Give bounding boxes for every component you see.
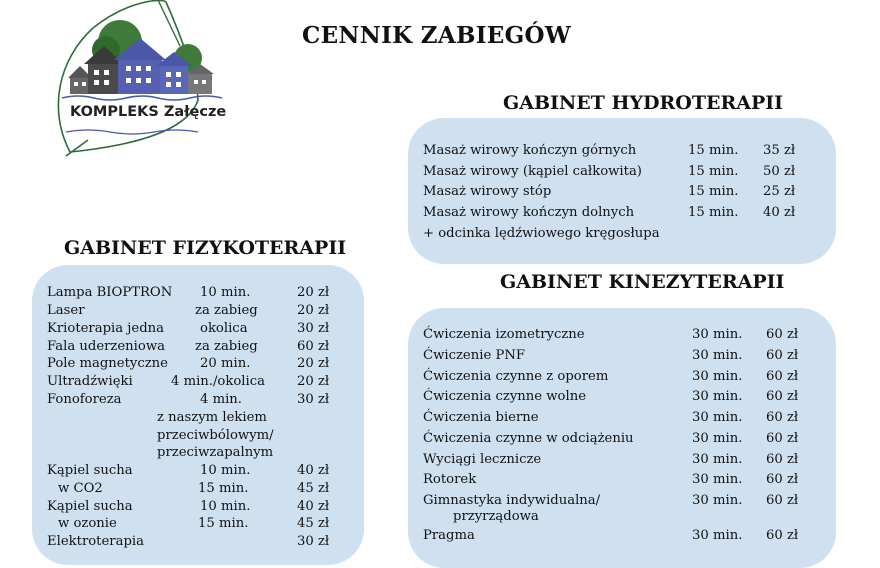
row-name: + odcinka lędźwiowego kręgosłupa: [423, 226, 660, 241]
logo-graphic: [48, 0, 248, 160]
row-price: 60 zł: [766, 528, 799, 543]
row-time: 4 min./okolica: [171, 374, 265, 389]
row-name: Kąpiel sucha: [47, 463, 133, 478]
row-time: 15 min.: [198, 481, 249, 496]
row-price: 60 zł: [766, 431, 799, 446]
row-price: 45 zł: [297, 481, 330, 496]
row-time: 30 min.: [692, 472, 743, 487]
row-time: 30 min.: [692, 348, 743, 363]
row-price: 20 zł: [297, 303, 330, 318]
row-price: 60 zł: [766, 452, 799, 467]
row-name: Ćwiczenia czynne z oporem: [423, 369, 609, 384]
row-price: 40 zł: [297, 463, 330, 478]
row-time: okolica: [200, 321, 248, 336]
logo-text: KOMPLEKS Załęcze: [70, 104, 227, 120]
row-time: 15 min.: [198, 516, 249, 531]
row-price: 60 zł: [766, 472, 799, 487]
row-price: 60 zł: [766, 410, 799, 425]
row-time: 30 min.: [692, 369, 743, 384]
row-time: 10 min.: [200, 499, 251, 514]
row-name: Ćwiczenia czynne wolne: [423, 389, 587, 404]
logo: [48, 0, 248, 160]
row-price: 60 zł: [766, 348, 799, 363]
fizyko-section-title: GABINET FIZYKOTERAPII: [64, 237, 347, 259]
row-name: Ćwiczenia bierne: [423, 410, 539, 425]
row-price: 60 zł: [766, 327, 799, 342]
row-price: 60 zł: [766, 369, 799, 384]
row-time: 30 min.: [692, 528, 743, 543]
row-name: Masaż wirowy kończyn górnych: [423, 143, 637, 158]
row-name: Lampa BIOPTRON: [47, 285, 173, 300]
row-name: Fala uderzeniowa: [47, 339, 165, 354]
row-name: Ćwiczenia czynne w odciążeniu: [423, 431, 634, 446]
row-name: Pragma: [423, 528, 475, 543]
row-price: 60 zł: [766, 493, 799, 508]
row-price: 35 zł: [763, 143, 796, 158]
row-time: z naszym lekiem: [157, 410, 267, 425]
row-name: Elektroterapia: [47, 534, 144, 549]
row-time: 20 min.: [200, 356, 251, 371]
row-price: 60 zł: [297, 339, 330, 354]
row-price: 20 zł: [297, 285, 330, 300]
kine-section-title: GABINET KINEZYTERAPII: [500, 271, 785, 293]
row-price: 40 zł: [763, 205, 796, 220]
row-price: 40 zł: [297, 499, 330, 514]
page-title: CENNIK ZABIEGÓW: [302, 22, 572, 49]
row-time: 30 min.: [692, 431, 743, 446]
row-price: 25 zł: [763, 184, 796, 199]
row-name: w ozonie: [58, 516, 117, 531]
row-time: przeciwbólowym/: [157, 428, 274, 443]
row-name: Ultradźwięki: [47, 374, 133, 389]
row-time: 15 min.: [688, 205, 739, 220]
row-time: za zabieg: [195, 303, 258, 318]
row-name: Wyciągi lecznicze: [423, 452, 542, 467]
row-time: 30 min.: [692, 493, 743, 508]
row-name: Masaż wirowy (kąpiel całkowita): [423, 164, 642, 179]
row-time: 30 min.: [692, 327, 743, 342]
row-name: Masaż wirowy stóp: [423, 184, 552, 199]
row-time: 10 min.: [200, 463, 251, 478]
row-name: Fonoforeza: [47, 392, 122, 407]
row-price: 30 zł: [297, 392, 330, 407]
row-price: 60 zł: [766, 389, 799, 404]
row-time: 10 min.: [200, 285, 251, 300]
row-price: 50 zł: [763, 164, 796, 179]
row-name: Kąpiel sucha: [47, 499, 133, 514]
row-name: w CO2: [58, 481, 103, 496]
row-name: Masaż wirowy kończyn dolnych: [423, 205, 635, 220]
row-time: 30 min.: [692, 410, 743, 425]
row-time: 30 min.: [692, 452, 743, 467]
row-price: 45 zł: [297, 516, 330, 531]
row-name: Rotorek: [423, 472, 477, 487]
row-time: 15 min.: [688, 143, 739, 158]
row-time: 15 min.: [688, 164, 739, 179]
row-time: za zabieg: [195, 339, 258, 354]
row-price: 30 zł: [297, 321, 330, 336]
row-name: Gimnastyka indywidualna/: [423, 493, 601, 508]
row-price: 20 zł: [297, 356, 330, 371]
row-name: Ćwiczenia izometryczne: [423, 327, 585, 342]
row-price: 30 zł: [297, 534, 330, 549]
row-time: 30 min.: [692, 389, 743, 404]
row-name: Krioterapia jedna: [47, 321, 164, 336]
hydro-section-title: GABINET HYDROTERAPII: [503, 92, 784, 114]
row-time: 4 min.: [200, 392, 242, 407]
row-name: Laser: [47, 303, 85, 318]
row-name: Ćwiczenie PNF: [423, 348, 526, 363]
row-name: Pole magnetyczne: [47, 356, 168, 371]
row-time: 15 min.: [688, 184, 739, 199]
row-time: przeciwzapalnym: [157, 445, 274, 460]
row-name: przyrządowa: [453, 509, 539, 524]
row-price: 20 zł: [297, 374, 330, 389]
